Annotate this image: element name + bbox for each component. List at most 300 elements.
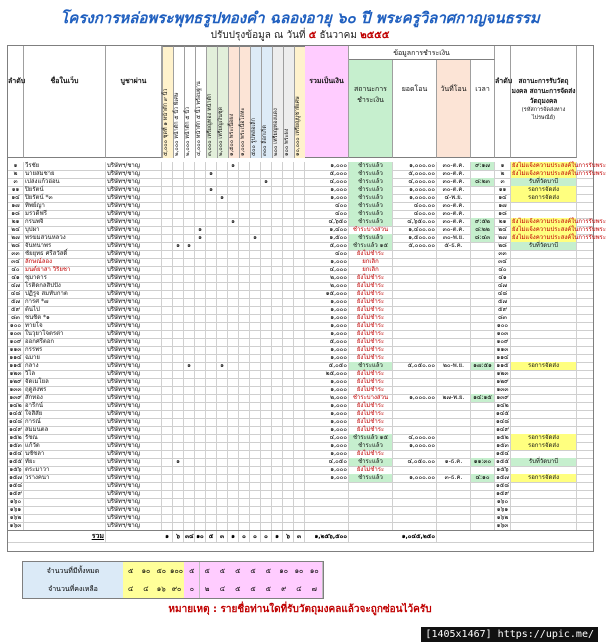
row-number: ๑๑๔ xyxy=(8,354,24,362)
inventory-total-item-7: ๕ xyxy=(215,562,231,580)
row-payment-status: ยังไม่ชำระ xyxy=(349,274,393,282)
row-item-2-count xyxy=(173,522,184,530)
row-transfer-time: ๑๗:๕๑ xyxy=(471,362,495,370)
row-item-10-count xyxy=(261,434,272,442)
row-name: สมมนตล xyxy=(24,426,106,434)
row-item-12-count xyxy=(283,266,294,274)
row-number: ๒๔ xyxy=(8,226,24,234)
row-item-5-count xyxy=(206,442,217,450)
row-item-7-count xyxy=(228,458,239,466)
row-delivery-status xyxy=(511,514,577,522)
row-item-8-count xyxy=(239,506,250,514)
row-item-10-count xyxy=(261,322,272,330)
inventory-total-item-2: ๑๐ xyxy=(138,562,154,580)
row-item-10-count xyxy=(261,290,272,298)
row-item-13-count xyxy=(294,450,305,458)
row-item-3-count xyxy=(184,378,195,386)
row-name: ใจสิสัย xyxy=(24,410,106,418)
row-payment-status: ยังไม่ชำระ xyxy=(349,450,393,458)
row-item-11-count xyxy=(272,514,283,522)
row-via: บริษัทฯ/ชาญ xyxy=(106,466,162,474)
row-item-4-count xyxy=(195,442,206,450)
row-item-4-count xyxy=(195,474,206,482)
inventory-total-label: จำนวนที่มีทั้งหมด xyxy=(23,562,124,580)
row-via: บริษัทฯ/ชาญ xyxy=(106,218,162,226)
row-item-9-count xyxy=(250,378,261,386)
row-item-12-count xyxy=(283,386,294,394)
row-via: บริษัทฯ/ชาญ xyxy=(106,234,162,242)
row-item-3-count xyxy=(184,234,195,242)
row-item-4-count xyxy=(195,362,206,370)
row-item-8-count xyxy=(239,338,250,346)
row-delivery-status: รอการจัดส่ง xyxy=(511,186,577,194)
row-name: กรรพร xyxy=(24,346,106,354)
row-number-right: ๑๓๓ xyxy=(495,386,511,394)
row-payment-status xyxy=(349,482,393,490)
row-payment-status: ชำระแล้ว xyxy=(349,194,393,202)
row-name: กรนพจิ xyxy=(24,218,106,226)
row-payment-status: ยังไม่ชำระ xyxy=(349,346,393,354)
row-via: บริษัทฯ/ชาญ xyxy=(106,306,162,314)
row-item-2-count: ๑ xyxy=(173,458,184,466)
row-name: รัชณ xyxy=(24,434,106,442)
row-transfer-time xyxy=(471,170,495,178)
row-item-2-count: ๑ xyxy=(173,242,184,250)
row-name: ทายโจ xyxy=(24,322,106,330)
row-number: ๑๕๙ xyxy=(8,490,24,498)
row-item-12-count xyxy=(283,402,294,410)
row-via: บริษัทฯ/ชาญ xyxy=(106,258,162,266)
row-item-11-count xyxy=(272,210,283,218)
row-item-13-count xyxy=(294,322,305,330)
row-item-2-count xyxy=(173,290,184,298)
row-item-8-count xyxy=(239,362,250,370)
sum-item-12: ๖ xyxy=(283,531,294,542)
row-item-6-count xyxy=(217,506,228,514)
row-item-8-count xyxy=(239,330,250,338)
row-total xyxy=(305,490,349,498)
row-transfer-amount: ๑,๐๐๐.๐๐ xyxy=(393,194,437,202)
row-name: ฤดูสงพร xyxy=(24,386,106,394)
row-item-10-count xyxy=(261,418,272,426)
row-item-8-count xyxy=(239,298,250,306)
row-item-3-count xyxy=(184,178,195,186)
row-item-9-count xyxy=(250,178,261,186)
row-payment-status: ชำระแล้ว ๑๕ xyxy=(349,242,393,250)
row-number: ๑๖๒ xyxy=(8,514,24,522)
row-item-6-count xyxy=(217,490,228,498)
row-item-3-count xyxy=(184,450,195,458)
row-item-12-count xyxy=(283,522,294,530)
row-item-3-count xyxy=(184,354,195,362)
row-item-11-count xyxy=(272,274,283,282)
row-number: ๘๓ xyxy=(8,314,24,322)
row-item-2-count xyxy=(173,170,184,178)
row-item-13-count xyxy=(294,410,305,418)
row-item-8-count xyxy=(239,282,250,290)
row-number-right: ๑๕๙ xyxy=(495,490,511,498)
row-delivery-status: ยังไม่แจ้งความประสงค์ในการรับพระ xyxy=(512,218,606,225)
row-item-6-count xyxy=(217,378,228,386)
row-item-4-count xyxy=(195,330,206,338)
row-item-7-count xyxy=(228,298,239,306)
row-transfer-time xyxy=(471,482,495,490)
row-transfer-date: ๑-ธ.ค. xyxy=(437,458,471,466)
row-item-11-count xyxy=(272,450,283,458)
row-transfer-amount xyxy=(393,490,437,498)
row-item-8-count xyxy=(239,226,250,234)
row-item-3-count xyxy=(184,258,195,266)
inventory-summary-table xyxy=(22,561,324,599)
row-item-10-count xyxy=(261,386,272,394)
row-transfer-time: ๔:๑๐ xyxy=(471,474,495,482)
row-delivery-status: รับที่วัดบาบี xyxy=(511,458,577,466)
row-item-5-count xyxy=(206,346,217,354)
row-item-12-count xyxy=(283,450,294,458)
row-item-12-count xyxy=(283,370,294,378)
row-via: บริษัทฯ/ชาญ xyxy=(106,266,162,274)
row-name: ทิพย์ญา xyxy=(24,202,106,210)
row-item-8-count xyxy=(239,474,250,482)
update-date-prefix: ปรับปรุงข้อมูล ณ วันที่ xyxy=(210,30,306,41)
row-payment-status: ชำระแล้ว xyxy=(349,210,393,218)
row-number-right: ๑๖๑ xyxy=(495,506,511,514)
row-item-12-count xyxy=(283,410,294,418)
header-item-4: ๔,๐๐๐ หน้าตัก ๕ นิ้ว พร้อมฐาน xyxy=(195,46,206,158)
row-item-1-count xyxy=(162,250,173,258)
row-item-1-count xyxy=(162,466,173,474)
row-name: จันทนาพร xyxy=(24,242,106,250)
row-payment-status xyxy=(349,506,393,514)
row-payment-status: ยกเลิก xyxy=(349,266,393,274)
row-delivery-status: รอการจัดส่ง xyxy=(511,434,577,442)
row-item-11-count xyxy=(272,362,283,370)
row-item-7-count xyxy=(228,346,239,354)
row-item-1-count xyxy=(162,338,173,346)
row-item-7-count xyxy=(228,442,239,450)
row-payment-status: ชำระแล้ว xyxy=(349,178,393,186)
row-number: ๑๕๓ xyxy=(8,442,24,450)
row-number: ๔๑ xyxy=(8,274,24,282)
row-transfer-time xyxy=(471,386,495,394)
row-payment-status: ชำระแล้ว xyxy=(349,202,393,210)
row-item-11-count xyxy=(272,474,283,482)
row-item-4-count xyxy=(195,242,206,250)
row-item-5-count xyxy=(206,506,217,514)
row-transfer-time xyxy=(471,306,495,314)
row-item-5-count xyxy=(206,314,217,322)
row-item-1-count xyxy=(162,258,173,266)
row-transfer-time: ๙:๑๗ xyxy=(471,162,495,170)
row-item-1-count xyxy=(162,162,173,170)
row-item-6-count xyxy=(217,282,228,290)
row-item-1-count xyxy=(162,322,173,330)
row-item-8-count xyxy=(239,178,250,186)
inventory-total-item-8: ๕ xyxy=(230,562,246,580)
row-delivery-status: รอการจัดส่ง xyxy=(511,362,577,370)
header-item-12: ๑๐๐ พระผง xyxy=(283,46,294,158)
row-item-13-count xyxy=(294,306,305,314)
row-item-2-count xyxy=(173,370,184,378)
row-transfer-date: ๒๗-พ.ย. xyxy=(437,394,471,402)
row-item-4-count xyxy=(195,354,206,362)
inventory-total-item-9: ๕ xyxy=(245,562,261,580)
row-transfer-time xyxy=(471,450,495,458)
row-item-6-count xyxy=(217,266,228,274)
row-number-right: ๑๗ xyxy=(495,202,511,210)
row-name: ต้นไป xyxy=(24,306,106,314)
row-item-3-count xyxy=(184,426,195,434)
row-item-12-count xyxy=(283,418,294,426)
row-item-6-count xyxy=(217,442,228,450)
row-item-13-count xyxy=(294,370,305,378)
row-item-1-count xyxy=(162,306,173,314)
row-transfer-time: ๘:๒๒ xyxy=(471,226,495,234)
row-item-10-count xyxy=(261,202,272,210)
row-item-9-count xyxy=(250,410,261,418)
row-item-11-count xyxy=(272,490,283,498)
row-item-12-count xyxy=(283,194,294,202)
row-item-5-count xyxy=(206,338,217,346)
row-item-4-count xyxy=(195,386,206,394)
row-item-9-count xyxy=(250,426,261,434)
header-item-7: ๑,๕๐๐ พระเนื้อผง xyxy=(228,46,239,158)
row-delivery-status xyxy=(511,322,577,330)
row-item-11-count xyxy=(272,458,283,466)
row-item-10-count xyxy=(261,282,272,290)
row-number: ๑๕๔ xyxy=(8,450,24,458)
row-item-13-count xyxy=(294,266,305,274)
row-item-6-count xyxy=(217,418,228,426)
row-item-13-count xyxy=(294,218,305,226)
row-item-7-count xyxy=(228,306,239,314)
row-transfer-date xyxy=(437,482,471,490)
header-pay-amount: ยอดโอน xyxy=(393,60,437,158)
row-item-6-count xyxy=(217,250,228,258)
row-payment-status: ยังไม่ชำระ xyxy=(349,306,393,314)
row-item-1-count xyxy=(162,330,173,338)
row-item-9-count xyxy=(250,170,261,178)
row-item-4-count xyxy=(195,482,206,490)
row-number: ๑๔ xyxy=(8,194,24,202)
row-delivery-status xyxy=(511,346,577,354)
row-item-2-count xyxy=(173,322,184,330)
row-item-1-count xyxy=(162,266,173,274)
row-item-12-count xyxy=(283,506,294,514)
row-item-12-count xyxy=(283,234,294,242)
row-item-1-count xyxy=(162,402,173,410)
row-transfer-time xyxy=(471,506,495,514)
row-item-9-count xyxy=(250,346,261,354)
row-item-7-count xyxy=(228,434,239,442)
row-payment-status: ชำระแล้ว xyxy=(349,218,393,226)
row-item-5-count xyxy=(206,402,217,410)
row-item-4-count xyxy=(195,418,206,426)
row-item-10-count xyxy=(261,490,272,498)
row-item-2-count xyxy=(173,218,184,226)
row-item-7-count xyxy=(228,186,239,194)
inventory-total-item-6: ๕ xyxy=(200,562,216,580)
row-payment-status: ยังไม่ชำระ xyxy=(349,354,393,362)
inventory-remaining-item-4: ๙๐ xyxy=(169,580,185,598)
row-item-2-count xyxy=(173,410,184,418)
row-total xyxy=(305,522,349,530)
row-transfer-amount xyxy=(393,338,437,346)
row-delivery-status xyxy=(511,338,577,346)
row-number-right: ๑๑ xyxy=(495,186,511,194)
row-item-11-count xyxy=(272,282,283,290)
row-number-right: ๑๒๓ xyxy=(495,370,511,378)
row-item-6-count xyxy=(217,298,228,306)
row-item-8-count xyxy=(239,402,250,410)
row-transfer-date: ๒๐-พ.ย. xyxy=(437,362,471,370)
row-total xyxy=(305,506,349,514)
row-transfer-amount: ๕,๐๕๐.๐๐ xyxy=(393,362,437,370)
row-item-7-count xyxy=(228,242,239,250)
row-item-11-count xyxy=(272,378,283,386)
row-number: ๑๕๘ xyxy=(8,482,24,490)
row-item-13-count xyxy=(294,170,305,178)
row-delivery-status xyxy=(511,370,577,378)
row-item-8-count xyxy=(239,170,250,178)
row-total: ๕,๐๐๐ xyxy=(305,170,349,178)
row-item-3-count xyxy=(184,434,195,442)
row-item-5-count xyxy=(206,434,217,442)
row-payment-status: ยกเลิก xyxy=(349,258,393,266)
row-item-6-count xyxy=(217,258,228,266)
row-transfer-time xyxy=(471,418,495,426)
row-item-6-count xyxy=(217,498,228,506)
row-item-1-count xyxy=(162,274,173,282)
header-item-9: ๕๐๐ รูปหล่อเล็ก xyxy=(250,46,261,158)
row-item-4-count xyxy=(195,466,206,474)
row-transfer-date: ๓-ธ.ค. xyxy=(437,474,471,482)
row-item-12-count xyxy=(283,226,294,234)
row-transfer-date: ๓๐-ต.ค. xyxy=(437,170,471,178)
row-item-11-count xyxy=(272,394,283,402)
row-delivery-status xyxy=(511,314,577,322)
inventory-total-item-13: ๑๐ xyxy=(307,562,323,580)
row-transfer-date xyxy=(437,266,471,274)
row-total: ๑,๐๐๐ xyxy=(305,378,349,386)
row-item-1-count xyxy=(162,522,173,530)
row-name: ชนชิต *๑ xyxy=(24,314,106,322)
row-item-8-count xyxy=(239,210,250,218)
row-item-8-count xyxy=(239,290,250,298)
sum-item-4: ๑๐ xyxy=(195,531,206,542)
row-item-6-count xyxy=(217,466,228,474)
row-transfer-time xyxy=(471,266,495,274)
row-number-right: ๑๕๖ xyxy=(495,466,511,474)
row-item-1-count xyxy=(162,194,173,202)
row-item-2-count xyxy=(173,354,184,362)
row-number-right: ๔๗ xyxy=(495,282,511,290)
row-item-11-count xyxy=(272,290,283,298)
row-item-9-count xyxy=(250,450,261,458)
row-item-8-count xyxy=(239,442,250,450)
row-item-9-count xyxy=(250,162,261,170)
row-payment-status: ชำระแล้ว xyxy=(349,162,393,170)
row-payment-status: ชำระแล้ว ๑๕ xyxy=(349,434,393,442)
row-item-3-count xyxy=(184,338,195,346)
header-payment-group: ข้อมูลการชำระเงิน xyxy=(349,46,495,60)
row-item-5-count xyxy=(206,474,217,482)
row-item-6-count xyxy=(217,450,228,458)
row-item-8-count xyxy=(239,434,250,442)
row-item-3-count xyxy=(184,266,195,274)
row-item-2-count xyxy=(173,386,184,394)
row-transfer-date: ๓๐-ต.ค. xyxy=(437,202,471,210)
row-payment-status: ยังไม่ชำระ xyxy=(349,370,393,378)
inventory-total-item-10: ๕ xyxy=(261,562,277,580)
row-item-2-count xyxy=(173,426,184,434)
row-total: ๑,๐๐๐ xyxy=(305,386,349,394)
row-item-3-count xyxy=(184,274,195,282)
row-delivery-status xyxy=(511,482,577,490)
row-transfer-time xyxy=(471,210,495,218)
row-item-7-count xyxy=(228,170,239,178)
row-transfer-date xyxy=(437,490,471,498)
row-via: บริษัทฯ/ชาญ xyxy=(106,162,162,170)
row-number-right: ๘๓ xyxy=(495,314,511,322)
row-transfer-date xyxy=(437,346,471,354)
row-item-5-count xyxy=(206,386,217,394)
row-item-6-count xyxy=(217,426,228,434)
row-item-1-count xyxy=(162,434,173,442)
row-item-7-count xyxy=(228,330,239,338)
row-delivery-status xyxy=(511,266,577,274)
row-item-4-count xyxy=(195,434,206,442)
row-payment-status: ยังไม่ชำระ xyxy=(349,330,393,338)
row-item-5-count xyxy=(206,258,217,266)
row-number: ๑๖๓ xyxy=(8,522,24,530)
row-item-7-count xyxy=(228,378,239,386)
row-payment-status: ชำระแล้ว xyxy=(349,474,393,482)
row-item-2-count xyxy=(173,234,184,242)
row-item-6-count xyxy=(217,482,228,490)
row-transfer-time xyxy=(471,330,495,338)
row-item-5-count xyxy=(206,466,217,474)
row-item-12-count xyxy=(283,434,294,442)
inventory-remaining-item-9: ๕ xyxy=(245,580,261,598)
row-item-11-count xyxy=(272,418,283,426)
row-item-5-count xyxy=(206,514,217,522)
inventory-remaining-item-8: ๕ xyxy=(230,580,246,598)
row-item-9-count xyxy=(250,210,261,218)
row-item-8-count xyxy=(239,386,250,394)
row-item-8-count xyxy=(239,370,250,378)
row-item-5-count xyxy=(206,482,217,490)
row-transfer-date xyxy=(437,466,471,474)
row-payment-status: ยังไม่ชำระ xyxy=(349,418,393,426)
row-item-5-count xyxy=(206,202,217,210)
row-item-3-count xyxy=(184,210,195,218)
row-number: ๑๔๘ xyxy=(8,418,24,426)
row-number-right: ๑๔ xyxy=(495,194,511,202)
row-via: บริษัทฯ/ชาญ xyxy=(106,250,162,258)
row-item-2-count xyxy=(173,402,184,410)
row-item-11-count xyxy=(272,194,283,202)
row-transfer-amount xyxy=(393,426,437,434)
row-item-8-count xyxy=(239,274,250,282)
row-item-6-count xyxy=(217,226,228,234)
row-transfer-time xyxy=(471,322,495,330)
row-item-8-count xyxy=(239,266,250,274)
row-item-13-count xyxy=(294,290,305,298)
inventory-remaining-item-7: ๔ xyxy=(215,580,231,598)
row-delivery-status xyxy=(511,426,577,434)
row-item-13-count xyxy=(294,394,305,402)
